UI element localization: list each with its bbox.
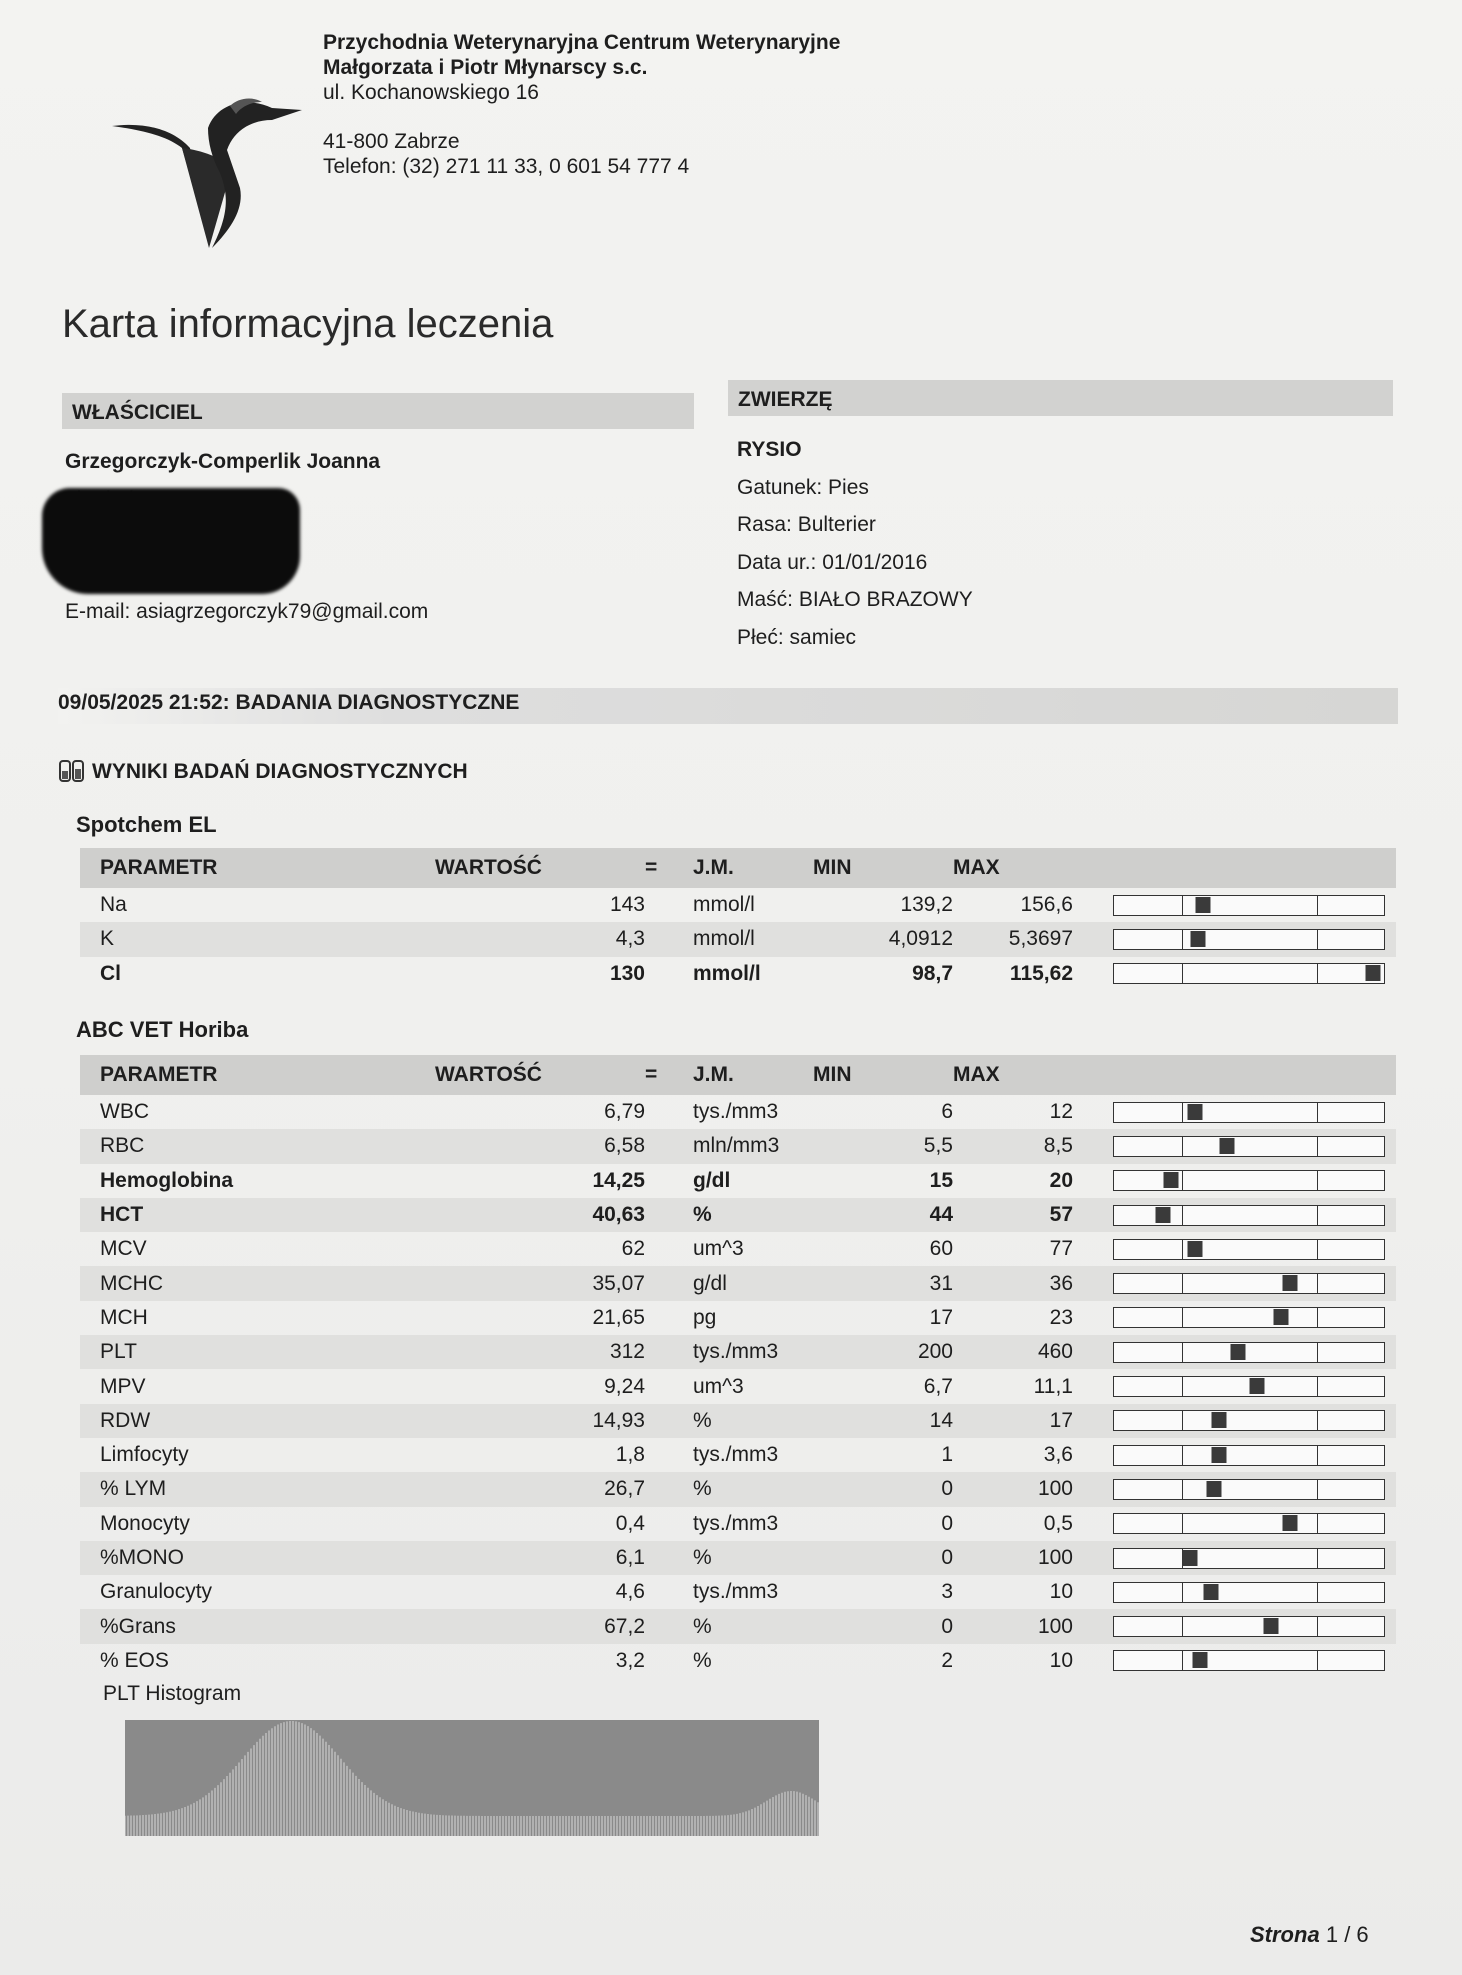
animal-dob: Data ur.: 01/01/2016 <box>737 550 928 574</box>
range-bar <box>1113 895 1385 916</box>
range-bar-cell <box>1073 1541 1396 1575</box>
param-name: PLT <box>80 1335 435 1369</box>
table-row <box>80 1438 1396 1472</box>
range-marker <box>1212 1412 1227 1428</box>
param-eq <box>645 1335 693 1369</box>
range-limit-line <box>1317 1103 1318 1122</box>
param-value: 312 <box>435 1335 645 1369</box>
test-tubes-icon <box>58 760 86 784</box>
param-min: 14 <box>813 1404 953 1438</box>
param-max: 10 <box>1049 1580 1073 1604</box>
param-max: 3,6 <box>1043 1443 1073 1467</box>
table-row <box>80 1095 1396 1129</box>
range-limit-line <box>1182 1651 1183 1670</box>
range-limit-line <box>1182 1514 1183 1533</box>
range-bar-cell <box>1073 888 1396 922</box>
param-eq <box>645 1301 693 1335</box>
param-name: Limfocyty <box>100 1443 189 1467</box>
range-marker <box>1282 1275 1297 1291</box>
param-max: 20 <box>1049 1168 1073 1192</box>
param-value: 143 <box>609 893 645 917</box>
table-row <box>80 1198 1396 1232</box>
param-value: 130 <box>609 961 645 985</box>
param-eq <box>645 1369 693 1403</box>
range-marker <box>1188 1104 1203 1120</box>
param-value: 14,25 <box>592 1168 645 1192</box>
param-unit: % <box>693 1198 813 1232</box>
owner-name: Grzegorczyk-Comperlik Joanna <box>65 450 381 473</box>
param-eq <box>645 1541 693 1575</box>
range-limit-line <box>1182 1206 1183 1225</box>
range-marker <box>1190 931 1205 947</box>
histogram-label: PLT Histogram <box>103 1682 242 1705</box>
param-max: 100 <box>953 1609 1073 1643</box>
device-title-abcvet: ABC VET Horiba <box>76 1017 249 1042</box>
range-limit-line <box>1182 1446 1183 1465</box>
animal-section-header: ZWIERZĘ <box>728 380 1393 416</box>
range-limit-line <box>1182 1103 1183 1122</box>
param-value: 9,24 <box>604 1374 645 1398</box>
param-unit: mmol/l <box>693 893 755 917</box>
spotchem-results-table <box>80 848 1396 991</box>
param-min: 3 <box>941 1580 953 1604</box>
range-limit-line <box>1182 1137 1183 1156</box>
clinic-logo-icon <box>112 88 302 263</box>
param-min: 31 <box>813 1266 953 1300</box>
param-unit: um^3 <box>693 1374 744 1398</box>
range-bar <box>1113 1650 1385 1671</box>
param-value: 26,7 <box>435 1472 645 1506</box>
param-eq <box>645 1438 693 1472</box>
abcvet-results-table <box>80 1055 1396 1678</box>
param-eq <box>645 957 693 991</box>
param-max: 0,5 <box>1043 1511 1073 1535</box>
range-limit-line <box>1317 1549 1318 1568</box>
param-value: 6,1 <box>435 1541 645 1575</box>
col-min: MIN <box>813 1055 953 1095</box>
table-row <box>80 1507 1396 1541</box>
param-min: 139,2 <box>900 893 953 917</box>
footer-total: / 6 <box>1344 1922 1369 1947</box>
col-max: MAX <box>953 1055 1073 1095</box>
range-marker <box>1231 1344 1246 1360</box>
param-name: %Grans <box>80 1609 435 1643</box>
range-bar-cell <box>1073 1164 1396 1198</box>
param-name: K <box>80 922 435 956</box>
col-range-bar <box>1073 1055 1396 1095</box>
table-row <box>80 1301 1396 1335</box>
range-bar-cell <box>1073 1644 1396 1678</box>
param-max: 10 <box>1049 1648 1073 1672</box>
param-unit: mln/mm3 <box>693 1129 813 1163</box>
param-value: 0,4 <box>615 1511 645 1535</box>
param-min: 0 <box>813 1541 953 1575</box>
param-value: 14,93 <box>435 1404 645 1438</box>
param-value: 40,63 <box>435 1198 645 1232</box>
range-bar-cell <box>1073 1609 1396 1643</box>
range-marker <box>1193 1652 1208 1668</box>
range-bar-cell <box>1073 1095 1396 1129</box>
page-title: Karta informacyjna leczenia <box>62 302 554 346</box>
range-bar <box>1113 929 1385 950</box>
range-limit-line <box>1317 1206 1318 1225</box>
table-header-row <box>80 1055 1396 1095</box>
param-min: 200 <box>813 1335 953 1369</box>
param-max: 36 <box>953 1266 1073 1300</box>
range-marker <box>1220 1138 1235 1154</box>
animal-name: RYSIO <box>737 438 802 461</box>
range-bar-cell <box>1073 1129 1396 1163</box>
param-value: 6,79 <box>604 1100 645 1124</box>
range-limit-line <box>1317 964 1318 983</box>
param-unit: % <box>693 1609 813 1643</box>
range-limit-line <box>1182 1617 1183 1636</box>
param-max: 100 <box>953 1472 1073 1506</box>
range-limit-line <box>1317 1514 1318 1533</box>
param-min: 0 <box>813 1472 953 1506</box>
range-marker <box>1263 1618 1278 1634</box>
param-eq <box>645 1129 693 1163</box>
table-row <box>80 1266 1396 1300</box>
range-bar-cell <box>1073 1198 1396 1232</box>
range-limit-line <box>1182 1377 1183 1396</box>
range-limit-line <box>1317 1171 1318 1190</box>
param-eq <box>645 1164 693 1198</box>
range-bar-cell <box>1073 957 1396 991</box>
table-row <box>80 1164 1396 1198</box>
range-limit-line <box>1317 1308 1318 1327</box>
param-name: WBC <box>100 1100 149 1124</box>
range-bar-cell <box>1073 1232 1396 1266</box>
range-bar <box>1113 1479 1385 1500</box>
param-value: 3,2 <box>615 1648 645 1672</box>
range-marker <box>1366 965 1381 981</box>
param-min: 0 <box>813 1609 953 1643</box>
range-marker <box>1155 1207 1170 1223</box>
range-marker <box>1250 1378 1265 1394</box>
range-limit-line <box>1317 1377 1318 1396</box>
range-bar <box>1113 1205 1385 1226</box>
col-unit: J.M. <box>693 848 813 888</box>
range-bar-cell <box>1073 1301 1396 1335</box>
plt-histogram <box>125 1720 819 1836</box>
param-min: 6,7 <box>923 1374 953 1398</box>
param-eq <box>645 922 693 956</box>
range-limit-line <box>1182 1411 1183 1430</box>
param-name: Na <box>100 893 127 917</box>
range-bar-cell <box>1073 1472 1396 1506</box>
col-eq: = <box>645 848 693 888</box>
param-max: 57 <box>953 1198 1073 1232</box>
range-limit-line <box>1317 1137 1318 1156</box>
range-bar <box>1113 1582 1385 1603</box>
table-row <box>80 957 1396 991</box>
range-bar-cell <box>1073 1266 1396 1300</box>
param-name: % EOS <box>100 1648 169 1672</box>
range-bar <box>1113 1548 1385 1569</box>
param-min: 6 <box>941 1100 953 1124</box>
range-limit-line <box>1317 1343 1318 1362</box>
range-marker <box>1212 1447 1227 1463</box>
param-eq <box>645 1575 693 1609</box>
param-name: MCH <box>100 1305 148 1329</box>
table-row <box>80 1541 1396 1575</box>
range-limit-line <box>1182 1240 1183 1259</box>
col-param: PARAMETR <box>80 1055 435 1095</box>
range-limit-line <box>1182 930 1183 949</box>
histogram-background <box>125 1720 819 1836</box>
param-unit: pg <box>693 1305 717 1329</box>
param-unit: g/dl <box>693 1266 813 1300</box>
param-min: 4,0912 <box>813 922 953 956</box>
param-max: 460 <box>953 1335 1073 1369</box>
col-eq: = <box>645 1055 693 1095</box>
range-limit-line <box>1182 896 1183 915</box>
param-name: Cl <box>100 961 121 985</box>
param-eq <box>645 1232 693 1266</box>
table-row <box>80 1609 1396 1643</box>
param-name: Monocyty <box>100 1511 190 1535</box>
range-marker <box>1196 897 1211 913</box>
param-value: 6,58 <box>435 1129 645 1163</box>
owner-section-header: WŁAŚCICIEL <box>62 393 694 429</box>
range-limit-line <box>1317 1240 1318 1259</box>
param-eq <box>645 1198 693 1232</box>
param-value: 67,2 <box>435 1609 645 1643</box>
col-unit: J.M. <box>693 1055 813 1095</box>
device-title-spotchem: Spotchem EL <box>76 812 217 837</box>
range-limit-line <box>1317 1651 1318 1670</box>
page-footer <box>1250 1922 1369 1948</box>
param-max: 23 <box>1049 1305 1073 1329</box>
range-marker <box>1188 1241 1203 1257</box>
col-max: MAX <box>953 848 1073 888</box>
range-marker <box>1206 1481 1221 1497</box>
param-unit: % <box>693 1472 813 1506</box>
param-name: MCV <box>100 1237 147 1261</box>
range-bar-cell <box>1073 1507 1396 1541</box>
table-row <box>80 922 1396 956</box>
footer-label: Strona <box>1250 1922 1320 1947</box>
range-bar <box>1113 1445 1385 1466</box>
param-unit: um^3 <box>693 1237 744 1261</box>
range-bar <box>1113 1239 1385 1260</box>
range-limit-line <box>1317 1274 1318 1293</box>
param-eq <box>645 1266 693 1300</box>
table-row <box>80 1335 1396 1369</box>
param-name: HCT <box>80 1198 435 1232</box>
table-row <box>80 1472 1396 1506</box>
results-heading-text: WYNIKI BADAŃ DIAGNOSTYCZNYCH <box>92 760 468 783</box>
clinic-name: Przychodnia Weterynaryjna Centrum Weterynaryjne <box>323 31 841 54</box>
animal-breed: Rasa: Bulterier <box>737 513 876 536</box>
col-value: WARTOŚĆ <box>435 1055 645 1095</box>
param-unit: tys./mm3 <box>693 1100 779 1124</box>
clinic-header <box>323 30 840 179</box>
visit-header-text: 09/05/2025 21:52: BADANIA DIAGNOSTYCZNE <box>58 691 520 714</box>
animal-info <box>737 431 973 656</box>
param-min: 98,7 <box>912 961 953 985</box>
param-eq <box>645 1472 693 1506</box>
param-unit: mmol/l <box>693 961 761 985</box>
param-eq <box>645 1095 693 1129</box>
range-bar <box>1113 1273 1385 1294</box>
param-unit: % <box>693 1648 712 1672</box>
range-bar-cell <box>1073 1404 1396 1438</box>
param-value: 4,3 <box>435 922 645 956</box>
param-max: 100 <box>953 1541 1073 1575</box>
param-min: 60 <box>929 1237 953 1261</box>
range-bar-cell <box>1073 922 1396 956</box>
param-name: RDW <box>80 1404 435 1438</box>
param-value: 21,65 <box>592 1305 645 1329</box>
table-row <box>80 1644 1396 1678</box>
range-limit-line <box>1317 1480 1318 1499</box>
visit-header <box>58 688 1398 724</box>
range-limit-line <box>1317 896 1318 915</box>
param-eq <box>645 1507 693 1541</box>
range-bar <box>1113 1410 1385 1431</box>
table-row <box>80 1129 1396 1163</box>
param-value: 4,6 <box>615 1580 645 1604</box>
param-eq <box>645 1644 693 1678</box>
param-value: 1,8 <box>615 1443 645 1467</box>
param-unit: % <box>693 1404 813 1438</box>
range-marker <box>1204 1584 1219 1600</box>
range-limit-line <box>1182 1480 1183 1499</box>
param-min: 44 <box>813 1198 953 1232</box>
param-name: Hemoglobina <box>100 1168 234 1192</box>
param-max: 17 <box>953 1404 1073 1438</box>
param-name: RBC <box>80 1129 435 1163</box>
param-name: % LYM <box>80 1472 435 1506</box>
col-value: WARTOŚĆ <box>435 848 645 888</box>
footer-page: 1 <box>1325 1922 1339 1947</box>
table-row <box>80 1232 1396 1266</box>
animal-species: Gatunek: Pies <box>737 475 869 499</box>
range-marker <box>1282 1515 1297 1531</box>
param-min: 15 <box>929 1168 953 1192</box>
range-limit-line <box>1182 1274 1183 1293</box>
clinic-owners: Małgorzata i Piotr Młynarscy s.c. <box>323 56 648 79</box>
col-range-bar <box>1073 848 1396 888</box>
range-bar <box>1113 1342 1385 1363</box>
param-unit: tys./mm3 <box>693 1511 779 1535</box>
clinic-city: 41-800 Zabrze <box>323 130 460 153</box>
range-bar <box>1113 1102 1385 1123</box>
range-limit-line <box>1317 1411 1318 1430</box>
param-max: 115,62 <box>1009 961 1073 985</box>
param-name: %MONO <box>80 1541 435 1575</box>
param-unit: tys./mm3 <box>693 1580 779 1604</box>
range-marker <box>1163 1172 1178 1188</box>
owner-email: E-mail: asiagrzegorczyk79@gmail.com <box>65 600 429 623</box>
range-marker <box>1274 1309 1289 1325</box>
range-bar <box>1113 1307 1385 1328</box>
param-value: 62 <box>621 1237 645 1261</box>
param-name: MPV <box>100 1374 146 1398</box>
redaction-mark <box>42 488 300 594</box>
range-limit-line <box>1317 1446 1318 1465</box>
range-bar-cell <box>1073 1369 1396 1403</box>
range-limit-line <box>1182 1343 1183 1362</box>
param-eq <box>645 1404 693 1438</box>
range-bar-cell <box>1073 1575 1396 1609</box>
param-max: 77 <box>1049 1237 1073 1261</box>
param-max: 12 <box>1049 1100 1073 1124</box>
table-row <box>80 888 1396 922</box>
param-min: 1 <box>941 1443 953 1467</box>
range-bar <box>1113 1513 1385 1534</box>
param-unit: tys./mm3 <box>693 1443 779 1467</box>
range-limit-line <box>1182 964 1183 983</box>
param-unit: tys./mm3 <box>693 1335 813 1369</box>
param-eq <box>645 1609 693 1643</box>
param-unit: g/dl <box>693 1168 731 1192</box>
table-row <box>80 1404 1396 1438</box>
range-limit-line <box>1317 1583 1318 1602</box>
range-limit-line <box>1182 1171 1183 1190</box>
range-limit-line <box>1182 1583 1183 1602</box>
range-marker <box>1182 1550 1197 1566</box>
param-unit: mmol/l <box>693 922 813 956</box>
param-min: 17 <box>929 1305 953 1329</box>
range-bar <box>1113 1376 1385 1397</box>
param-unit: % <box>693 1541 813 1575</box>
param-eq <box>645 888 693 922</box>
range-bar-cell <box>1073 1335 1396 1369</box>
clinic-phone: Telefon: (32) 271 11 33, 0 601 54 777 4 <box>323 155 690 178</box>
animal-sex: Płeć: samiec <box>737 625 857 649</box>
results-heading <box>58 760 468 784</box>
table-row <box>80 1575 1396 1609</box>
param-min: 0 <box>941 1511 953 1535</box>
param-min: 2 <box>941 1648 953 1672</box>
range-limit-line <box>1182 1308 1183 1327</box>
range-bar <box>1113 1170 1385 1191</box>
table-header-row <box>80 848 1396 888</box>
param-min: 5,5 <box>813 1129 953 1163</box>
animal-color: Maść: BIAŁO BRAZOWY <box>737 588 973 611</box>
param-max: 8,5 <box>953 1129 1073 1163</box>
param-name: Granulocyty <box>100 1580 213 1604</box>
param-max: 5,3697 <box>953 922 1073 956</box>
param-max: 156,6 <box>1020 893 1073 917</box>
range-limit-line <box>1317 930 1318 949</box>
col-min: MIN <box>813 848 953 888</box>
param-name: MCHC <box>80 1266 435 1300</box>
clinic-street: ul. Kochanowskiego 16 <box>323 81 539 104</box>
range-bar <box>1113 1136 1385 1157</box>
param-max: 11,1 <box>1033 1374 1073 1398</box>
range-limit-line <box>1317 1617 1318 1636</box>
col-param: PARAMETR <box>80 848 435 888</box>
table-row <box>80 1369 1396 1403</box>
param-value: 35,07 <box>435 1266 645 1300</box>
range-bar-cell <box>1073 1438 1396 1472</box>
range-bar <box>1113 963 1385 984</box>
range-bar <box>1113 1616 1385 1637</box>
